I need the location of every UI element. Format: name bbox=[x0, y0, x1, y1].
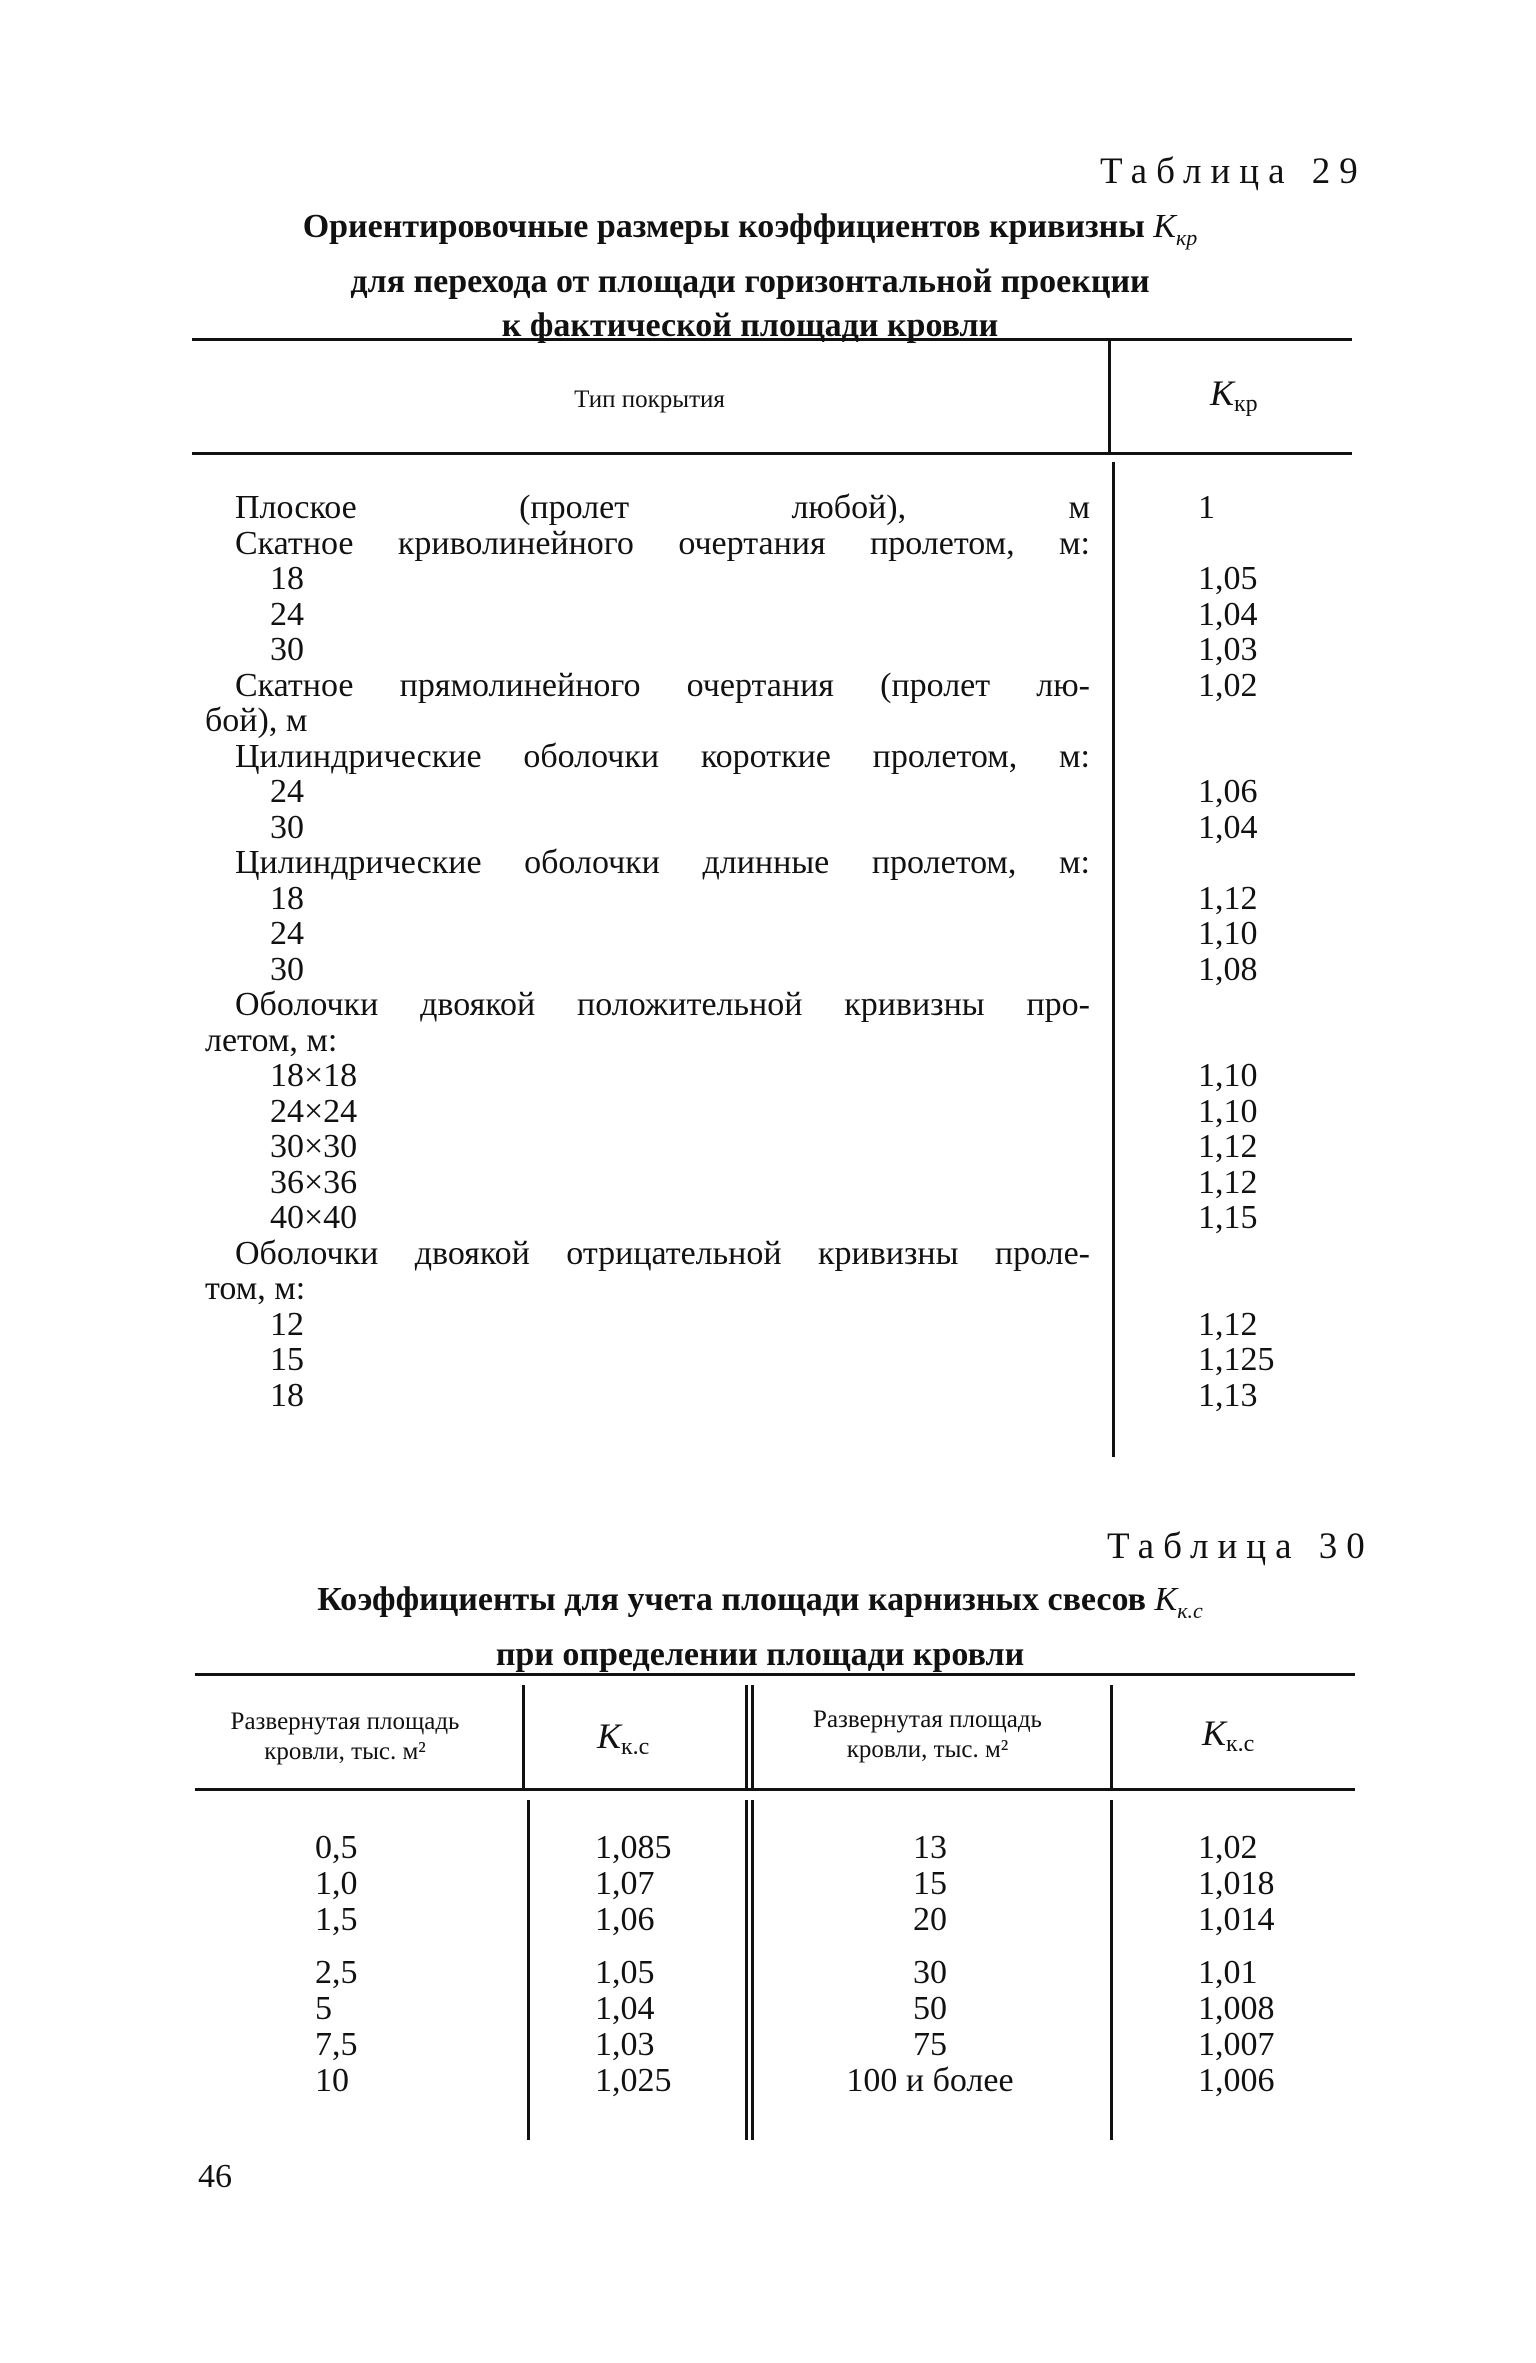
table30-divider-2a-head bbox=[745, 1685, 748, 1788]
table30-divider-2b-body bbox=[751, 1800, 754, 2140]
table29-row-text: 18 bbox=[270, 879, 304, 917]
table29-row-text: 30 bbox=[270, 631, 304, 668]
table29-row-value: 1,04 bbox=[1198, 595, 1258, 633]
page-number: 46 bbox=[198, 2158, 232, 2195]
table29-top-rule bbox=[192, 338, 1352, 341]
table29-row-text: 24 bbox=[270, 595, 304, 633]
table30-divider-3-head bbox=[1110, 1685, 1113, 1788]
table29-label: Таблица 29 bbox=[1100, 151, 1367, 192]
table30-title bbox=[180, 1578, 1340, 1677]
table29-row-text: 24×24 bbox=[270, 1092, 358, 1130]
table30-right-area-cell: 20 bbox=[913, 1901, 947, 1938]
table29-title-line2: для перехода от площади горизонтальной проекции bbox=[350, 262, 1150, 300]
table30-right-k-cell: 1,006 bbox=[1198, 2062, 1275, 2099]
table30-left-k-cell: 1,03 bbox=[595, 2026, 655, 2063]
table30-right-area-cell: 13 bbox=[913, 1829, 947, 1866]
table30-right-k-cell: 1,007 bbox=[1198, 2026, 1275, 2063]
table29-row-value: 1,12 bbox=[1198, 1163, 1258, 1201]
table30-left-area-cell: 10 bbox=[315, 2062, 349, 2099]
table29-row-value: 1,15 bbox=[1198, 1199, 1258, 1236]
table30-right-k-cell: 1,014 bbox=[1198, 1901, 1275, 1938]
table29-row-text: Плоское (пролет любой), м bbox=[235, 489, 1090, 526]
table29-row-text: 18×18 bbox=[270, 1057, 358, 1094]
table30-divider-1-head bbox=[522, 1685, 525, 1788]
table30-col-area-right: Развернутая площадь кровли, тыс. м² bbox=[813, 1706, 1042, 1763]
table30-right-k-cell: 1,01 bbox=[1198, 1954, 1258, 1991]
table29-row-text: 24 bbox=[270, 915, 304, 952]
table30-left-area-cell: 2,5 bbox=[315, 1954, 358, 1991]
table29-row-value: 1,12 bbox=[1198, 1128, 1258, 1165]
table30-label: Таблица 30 bbox=[1107, 1526, 1374, 1567]
table30-left-k-cell: 1,07 bbox=[595, 1865, 655, 1902]
table29-row-text: Цилиндрические оболочки короткие пролетом, м: bbox=[235, 737, 1090, 775]
table30-divider-3-body bbox=[1110, 1800, 1113, 2140]
table30-left-area-cell: 1,0 bbox=[315, 1865, 358, 1902]
table29-row-text: 12 bbox=[270, 1305, 304, 1343]
table30-col-k-right: $K_{к.с}$ bbox=[1202, 1713, 1255, 1757]
table30-left-area-cell: 7,5 bbox=[315, 2026, 358, 2063]
table29-row-value: 1,12 bbox=[1198, 879, 1258, 917]
table30-header-rule bbox=[195, 1788, 1355, 1791]
table29-row-text: том, м: bbox=[205, 1270, 306, 1307]
table30-right-k-cell: 1,018 bbox=[1198, 1865, 1275, 1902]
table29-row-text: 30 bbox=[270, 808, 304, 846]
table29-col-k: $K_{кр}$ bbox=[1210, 373, 1258, 417]
table30-top-rule bbox=[195, 1673, 1355, 1676]
table29-row-value: 1,10 bbox=[1198, 915, 1258, 952]
table29-row-value: 1,12 bbox=[1198, 1305, 1258, 1343]
table29-header-divider bbox=[1108, 340, 1111, 452]
table29-row-text: 36×36 bbox=[270, 1163, 358, 1201]
table29-title-line3: к фактической площади кровли bbox=[501, 306, 999, 344]
table29-row-text: Оболочки двоякой положительной кривизны про- bbox=[235, 986, 1090, 1023]
table30-right-area-cell: 30 bbox=[913, 1954, 947, 1991]
table30-left-area-cell: 1,5 bbox=[315, 1901, 358, 1938]
table29-row-value: 1,05 bbox=[1198, 560, 1258, 597]
table30-title-line2: при определении площади кровли bbox=[495, 1635, 1025, 1673]
table30-col-area-left: Развернутая площадь кровли, тыс. м² bbox=[230, 1708, 460, 1765]
table29-row-text: Оболочки двоякой отрицательной кривизны проле- bbox=[235, 1234, 1090, 1272]
table30-divider-1-body bbox=[527, 1800, 530, 2140]
table30-col-k-left: $K_{к.с}$ bbox=[597, 1716, 650, 1760]
table29-row-value: 1,06 bbox=[1198, 773, 1258, 810]
table29-row-text: бой), м bbox=[205, 702, 308, 739]
table30-left-k-cell: 1,085 bbox=[595, 1829, 672, 1866]
table30-right-k-cell: 1,02 bbox=[1198, 1829, 1258, 1866]
table30-left-k-cell: 1,025 bbox=[595, 2062, 672, 2099]
table30-left-k-cell: 1,04 bbox=[595, 1990, 655, 2027]
table29-row-value: 1,04 bbox=[1198, 808, 1258, 846]
table29-row-text: летом, м: bbox=[205, 1021, 338, 1059]
table30-title-symbol: $K_{к.с}$ bbox=[1154, 1581, 1203, 1623]
table29-row-value: 1,10 bbox=[1198, 1092, 1258, 1130]
table29-row-text: 18 bbox=[270, 1376, 304, 1414]
table29-row-value: 1,02 bbox=[1198, 666, 1258, 704]
table30-divider-2b-head bbox=[751, 1685, 754, 1788]
table30-left-k-cell: 1,05 bbox=[595, 1954, 655, 1991]
table29-row-value: 1,13 bbox=[1198, 1376, 1258, 1414]
table29-body-divider bbox=[1112, 462, 1115, 1457]
table30-right-area-cell: 50 bbox=[913, 1990, 947, 2027]
table29-row-text: Скатное криволинейного очертания пролетом, м: bbox=[235, 524, 1090, 562]
table29-row-value: 1 bbox=[1198, 489, 1215, 526]
table29-row-value: 1,10 bbox=[1198, 1057, 1258, 1094]
table29-row-text: 24 bbox=[270, 773, 304, 810]
table29-title-line1: Ориентировочные размеры коэффициентов кривизны bbox=[302, 208, 1145, 245]
table29-row-text: 30 bbox=[270, 950, 304, 988]
table30-divider-2a-body bbox=[745, 1800, 748, 2140]
table29-row-text: 40×40 bbox=[270, 1199, 358, 1236]
table29-col-type: Тип покрытия bbox=[574, 386, 725, 413]
table29-title bbox=[180, 205, 1320, 348]
table29-row-text: 18 bbox=[270, 560, 304, 597]
table30-right-k-cell: 1,008 bbox=[1198, 1990, 1275, 2027]
table29-row-text: 15 bbox=[270, 1341, 304, 1378]
table30-left-area-cell: 0,5 bbox=[315, 1829, 358, 1866]
table29-title-symbol: $K_{кр}$ bbox=[1153, 208, 1198, 250]
table29-row-value: 1,03 bbox=[1198, 631, 1258, 668]
table30-left-area-cell: 5 bbox=[315, 1990, 332, 2027]
table30-right-area-cell: 100 и более bbox=[846, 2062, 1014, 2099]
table29-row-text: Скатное прямолинейного очертания (пролет лю- bbox=[235, 666, 1090, 704]
table29-row-text: Цилиндрические оболочки длинные пролетом, м: bbox=[235, 844, 1090, 881]
table29-row-text: 30×30 bbox=[270, 1128, 358, 1165]
table29-row-value: 1,125 bbox=[1198, 1341, 1275, 1378]
table30-right-area-cell: 15 bbox=[913, 1865, 947, 1902]
table30-title-line1: Коэффициенты для учета площади карнизных свесов bbox=[317, 1581, 1147, 1618]
table29-header-rule bbox=[192, 452, 1352, 455]
table30-left-k-cell: 1,06 bbox=[595, 1901, 655, 1938]
table30-right-area-cell: 75 bbox=[913, 2026, 947, 2063]
table29-row-value: 1,08 bbox=[1198, 950, 1258, 988]
